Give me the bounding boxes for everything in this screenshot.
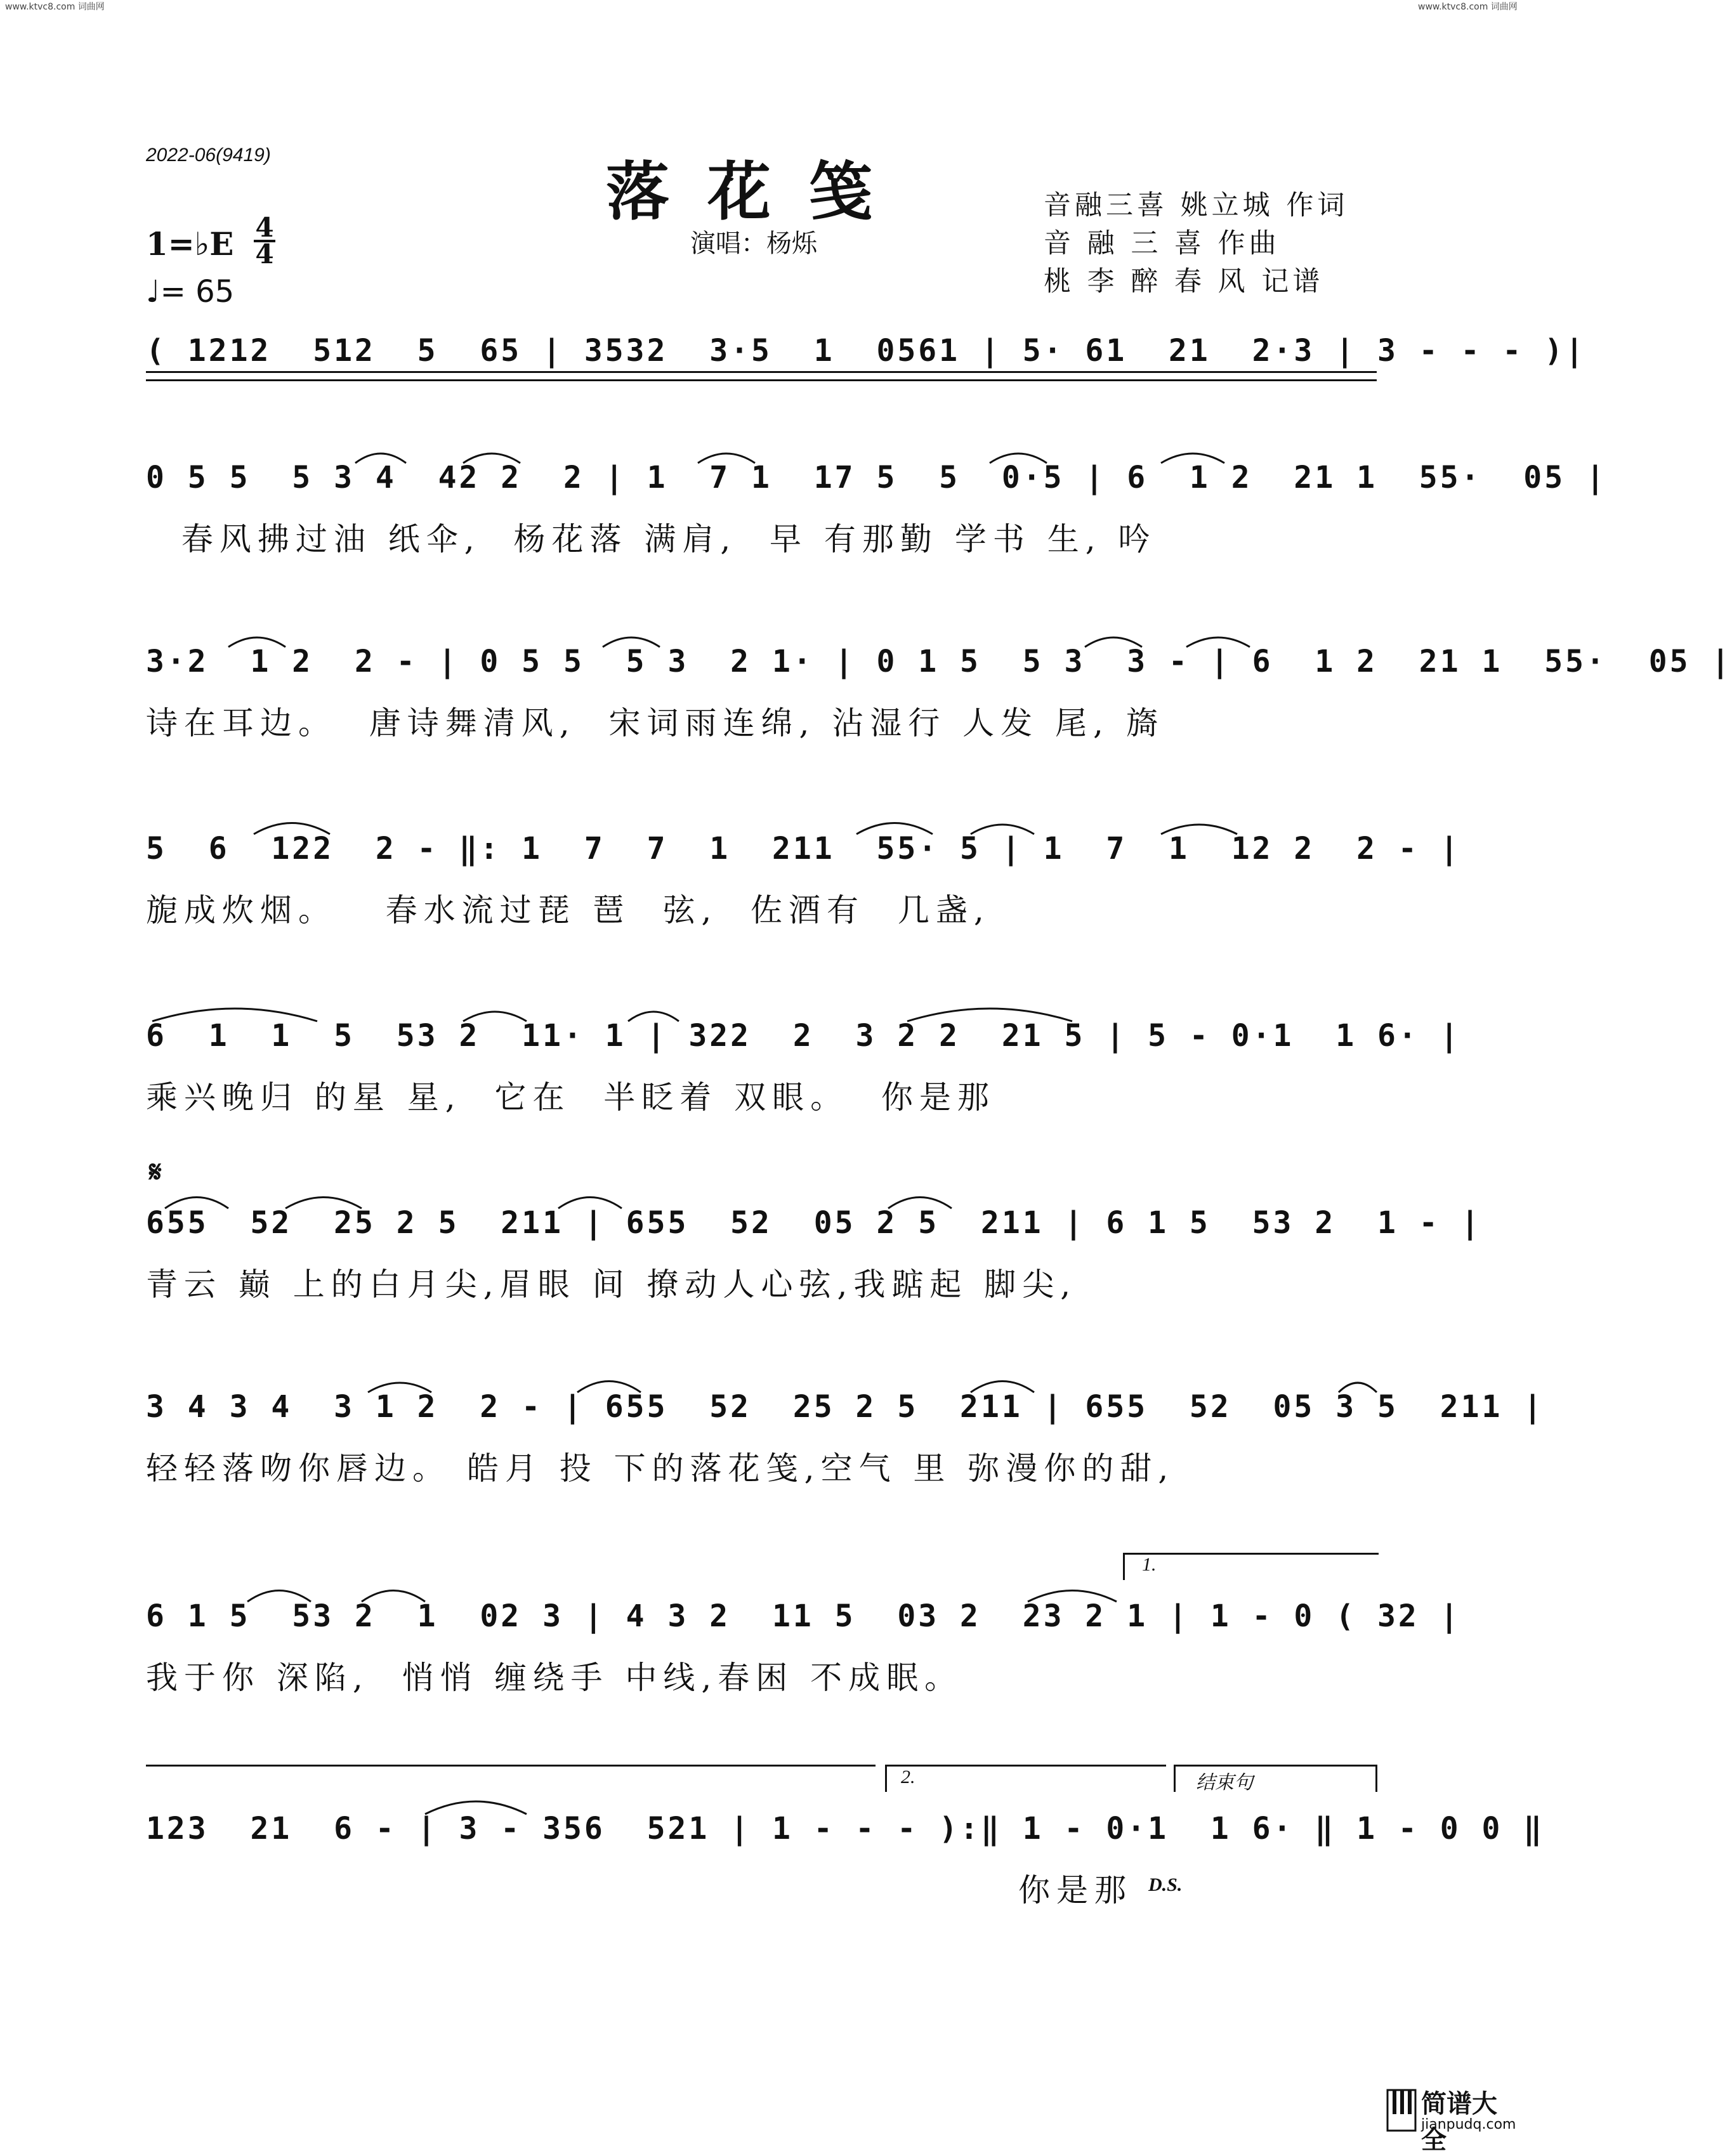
volta-divider-line — [146, 1765, 876, 1767]
slur-layer — [146, 625, 1377, 650]
volta-2-bracket — [885, 1765, 1166, 1792]
notes-line: 0 5 5 5 3 4 42 2 2 | 1 7 1 17 5 5 0·5 | 6 1 2 21 1 55· 05 | — [146, 460, 1607, 495]
system-7 — [146, 1389, 1545, 1487]
segno-sign: 𝄋 — [149, 1154, 162, 1189]
volta-1-bracket — [1123, 1553, 1379, 1580]
ds-marking: D.S. — [1148, 1874, 1183, 1895]
notes-line: 655 52 25 2 5 211 | 655 52 05 2 5 211 | 6 1 5 53 2 1 - | — [146, 1205, 1482, 1241]
notes-line: 3·2 1 2 2 - | 0 5 5 5 3 2 1· | 0 1 5 5 3 3 - | 6 1 2 21 1 55· 05 | — [146, 644, 1732, 679]
time-signature — [254, 212, 275, 270]
lyrics-line: 轻轻落吻你唇边。 皓月 投 下的落花笺,空气 里 弥漫你的甜, — [146, 1450, 1175, 1487]
key-signature: 1=♭E — [146, 225, 234, 263]
header-url-left[interactable]: www.ktvc8.com 词曲网 — [5, 2, 105, 12]
system-2 — [146, 460, 1607, 558]
lyrics-line: 春风拂过油 纸伞, 杨花落 满肩, 早 有那勤 学书 生, 吟 — [165, 521, 1157, 558]
footer-url: jianpudq.com — [1421, 2117, 1516, 2133]
notes-line: 5 6 122 2 - ‖: 1 7 7 1 211 55· 5 | 1 7 1 12 2 2 - | — [146, 831, 1461, 866]
credit-lyricist: 音融三喜 姚立城 作词 — [1044, 190, 1349, 221]
time-bottom: 4 — [255, 238, 274, 270]
notes-line: 6 1 1 5 53 2 11· 1 | 322 2 3 2 2 21 5 | 5 - 0·1 1 6· | — [146, 1018, 1461, 1054]
notes-line: ( 1212 512 5 65 | 3532 3·5 1 0561 | 5· 61 21 2·3 | 3 - - - )| — [146, 333, 1586, 369]
footer-brand: 简谱大全 — [1421, 2089, 1497, 2155]
notes-line: 3 4 3 4 3 1 2 2 - | 655 52 25 2 5 211 | 655 52 05 3 5 211 | — [146, 1389, 1545, 1425]
header-url-right[interactable]: www.ktvc8.com 词曲网 — [1418, 2, 1518, 12]
score-title: 落花笺 — [606, 154, 910, 229]
slur-layer — [146, 1579, 1377, 1605]
system-8 — [146, 1598, 1461, 1696]
credit-transcriber: 桃 李 醉 春 风 记谱 — [1044, 266, 1324, 297]
notes-line: 6 1 5 53 2 1 02 3 | 4 3 2 11 5 03 2 23 2 1 | 1 - 0 ( 32 | — [146, 1598, 1461, 1634]
volta-1-label: 1. — [1142, 1554, 1157, 1575]
time-top: 4 — [255, 212, 274, 243]
underline-beam — [146, 371, 1377, 381]
notes-line: 123 21 6 - | 3 - 356 521 | 1 - - - ):‖ 1 - 0·1 1 6· ‖ 1 - 0 0 ‖ — [146, 1811, 1545, 1846]
ds-lyric: 你是那 — [1018, 1872, 1132, 1909]
lyrics-line: 乘兴晚归 的星 星, 它在 半眨着 双眼。 你是那 — [146, 1079, 995, 1116]
system-4 — [146, 831, 1461, 929]
ending-label: 结束句 — [1196, 1772, 1253, 1794]
slur-layer — [146, 812, 1377, 837]
lyrics-line: 青云 巅 上的白月尖,眉眼 间 撩动人心弦,我踮起 脚尖, — [146, 1266, 1077, 1303]
credit-composer: 音 融 三 喜 作曲 — [1044, 228, 1280, 259]
slur-layer — [146, 1186, 1377, 1212]
lyrics-line: 诗在耳边。 唐诗舞清风, 宋词雨连绵, 沾湿行 人发 尾, 旖 — [146, 705, 1164, 742]
version-label: 2022-06(9419) — [146, 145, 271, 166]
system-1 — [146, 333, 1586, 369]
footer-logo[interactable] — [1386, 2084, 1516, 2155]
volta-2-label: 2. — [901, 1767, 915, 1787]
system-6 — [146, 1205, 1482, 1303]
tempo-marking: ♩= 65 — [146, 274, 235, 310]
singer-label: 演唱：杨烁 — [690, 229, 817, 258]
piano-icon — [1386, 2089, 1418, 2133]
lyrics-line: 我于你 深陷, 悄悄 缠绕手 中线,春困 不成眠。 — [146, 1659, 963, 1696]
slur-layer — [146, 1792, 1377, 1817]
system-9 — [146, 1811, 1545, 1846]
slur-layer — [146, 1370, 1377, 1395]
system-5 — [146, 1018, 1461, 1116]
system-3 — [146, 644, 1732, 742]
slur-layer — [146, 999, 1377, 1024]
slur-layer — [146, 441, 1377, 466]
lyrics-line: 旎成炊烟。 春水流过琵 琶 弦, 佐酒有 几盏, — [146, 892, 990, 929]
